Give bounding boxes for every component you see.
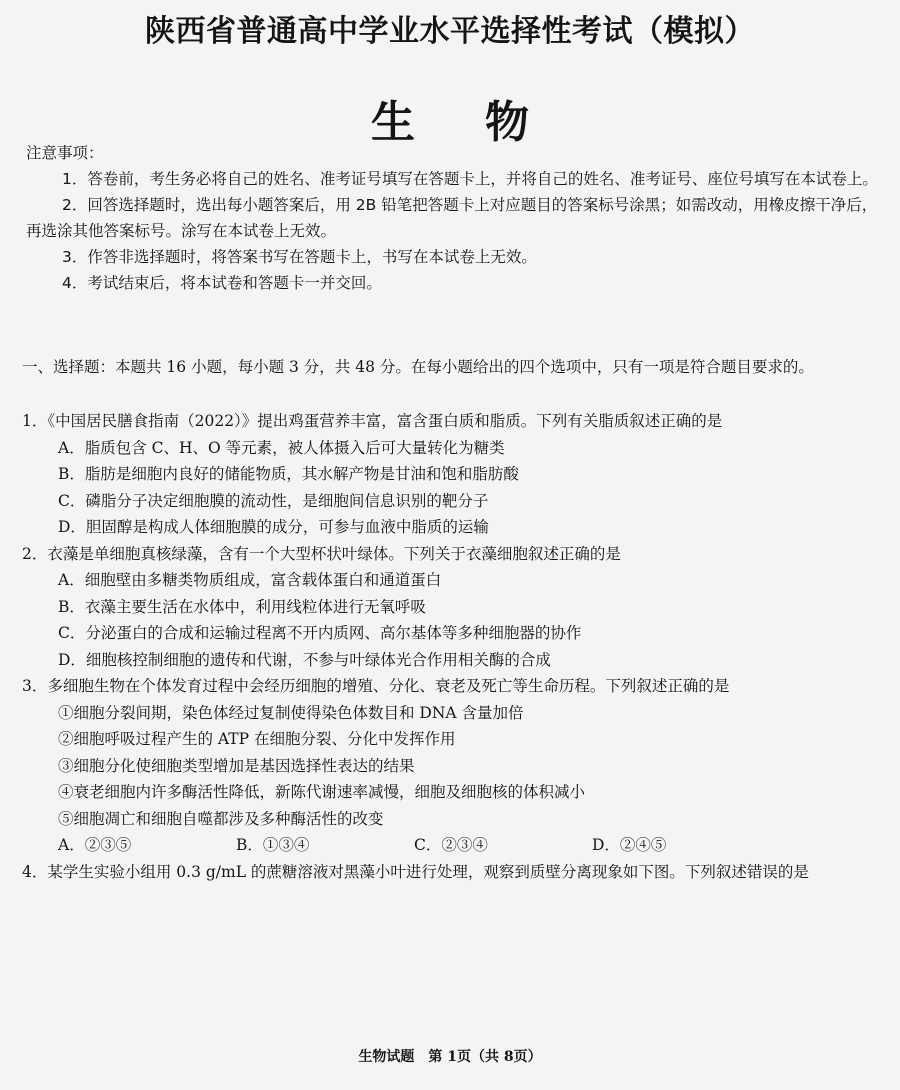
note-item: 2．回答选择题时，选出每小题答案后，用 2B 铅笔把答题卡上对应题目的答案标号涂黑；如需改动，用橡皮擦干净后，再选涂其他答案标号。涂写在本试卷上无效。 (26, 196, 878, 240)
question-3-statement: ⑤细胞凋亡和细胞自噬都涉及多种酶活性的改变 (58, 809, 384, 828)
question-3-option-b: B．①③④ (236, 836, 310, 854)
question-1-option-b: B．脂肪是细胞内良好的储能物质，其水解产物是甘油和饱和脂肪酸 (58, 465, 519, 483)
question-3-statement: ②细胞呼吸过程产生的 ATP 在细胞分裂、分化中发挥作用 (58, 730, 456, 748)
question-1-stem: 1．《中国居民膳食指南（2022）》提出鸡蛋营养丰富，富含蛋白质和脂质。下列有关脂质叙述正确的是 (22, 412, 723, 430)
question-1-option-c: C．磷脂分子决定细胞膜的流动性，是细胞间信息识别的靶分子 (58, 491, 489, 510)
question-2-option-a: A．细胞壁由多糖类物质组成，富含载体蛋白和通道蛋白 (58, 571, 442, 589)
section-header (22, 354, 884, 380)
notes-heading: 注意事项： (26, 144, 104, 162)
question-3-statement: ①细胞分裂间期，染色体经过复制使得染色体数目和 DNA 含量加倍 (58, 703, 524, 722)
subject-title: 生物 (371, 97, 599, 148)
question-2-option-c: C．分泌蛋白的合成和运输过程离不开内质网、高尔基体等多种细胞器的协作 (58, 624, 582, 642)
question-1-option-a: A．脂质包含 C、H、O 等元素，被人体摄入后可大量转化为糖类 (58, 438, 505, 457)
question-2-option-d: D．细胞核控制细胞的遗传和代谢，不参与叶绿体光合作用相关酶的合成 (58, 650, 551, 669)
note-item: 4．考试结束后，将本试卷和答题卡一并交回。 (62, 274, 382, 292)
question-3-stem: 3．多细胞生物在个体发育过程中会经历细胞的增殖、分化、衰老及死亡等生命历程。下列叙述正确的是 (22, 677, 730, 695)
notes-block (26, 140, 886, 296)
note-item: 3．作答非选择题时，将答案书写在答题卡上，书写在本试卷上无效。 (62, 248, 537, 266)
page-footer: 生物试题 第 1页（共 8页） (358, 1049, 542, 1065)
question-3-option-c: C．②③④ (414, 836, 488, 854)
note-item: 1．答卷前，考生务必将自己的姓名、准考证号填写在答题卡上，并将自己的姓名、准考证号、座位号填写在本试卷上。 (62, 170, 878, 188)
question-3-option-a: A．②③⑤ (58, 836, 132, 854)
exam-title: 陕西省普通高中学业水平选择性考试（模拟） (145, 14, 755, 49)
question-3-statement: ④衰老细胞内许多酶活性降低，新陈代谢速率减慢，细胞及细胞核的体积减小 (58, 783, 586, 801)
question-4-stem: 4．某学生实验小组用 0.3 g/mL 的蔗糖溶液对黑藻小叶进行处理，观察到质壁分离现象如下图。下列叙述错误的是 (22, 862, 809, 881)
question-2-stem: 2．衣藻是单细胞真核绿藻，含有一个大型杯状叶绿体。下列关于衣藻细胞叙述正确的是 (22, 544, 621, 563)
question-list (22, 408, 884, 885)
question-2-option-b: B．衣藻主要生活在水体中，利用线粒体进行无氧呼吸 (58, 597, 426, 616)
question-1-option-d: D．胆固醇是构成人体细胞膜的成分，可参与血液中脂质的运输 (58, 518, 489, 536)
question-3-options (22, 832, 884, 859)
question-3-statement: ③细胞分化使细胞类型增加是基因选择性表达的结果 (58, 756, 415, 775)
question-3-option-d: D．②④⑤ (592, 836, 667, 854)
section-title: 一、选择题：本题共 16 小题，每小题 3 分，共 48 分。在每小题给出的四个选项中，只有一项是符合题目要求的。 (22, 358, 814, 376)
